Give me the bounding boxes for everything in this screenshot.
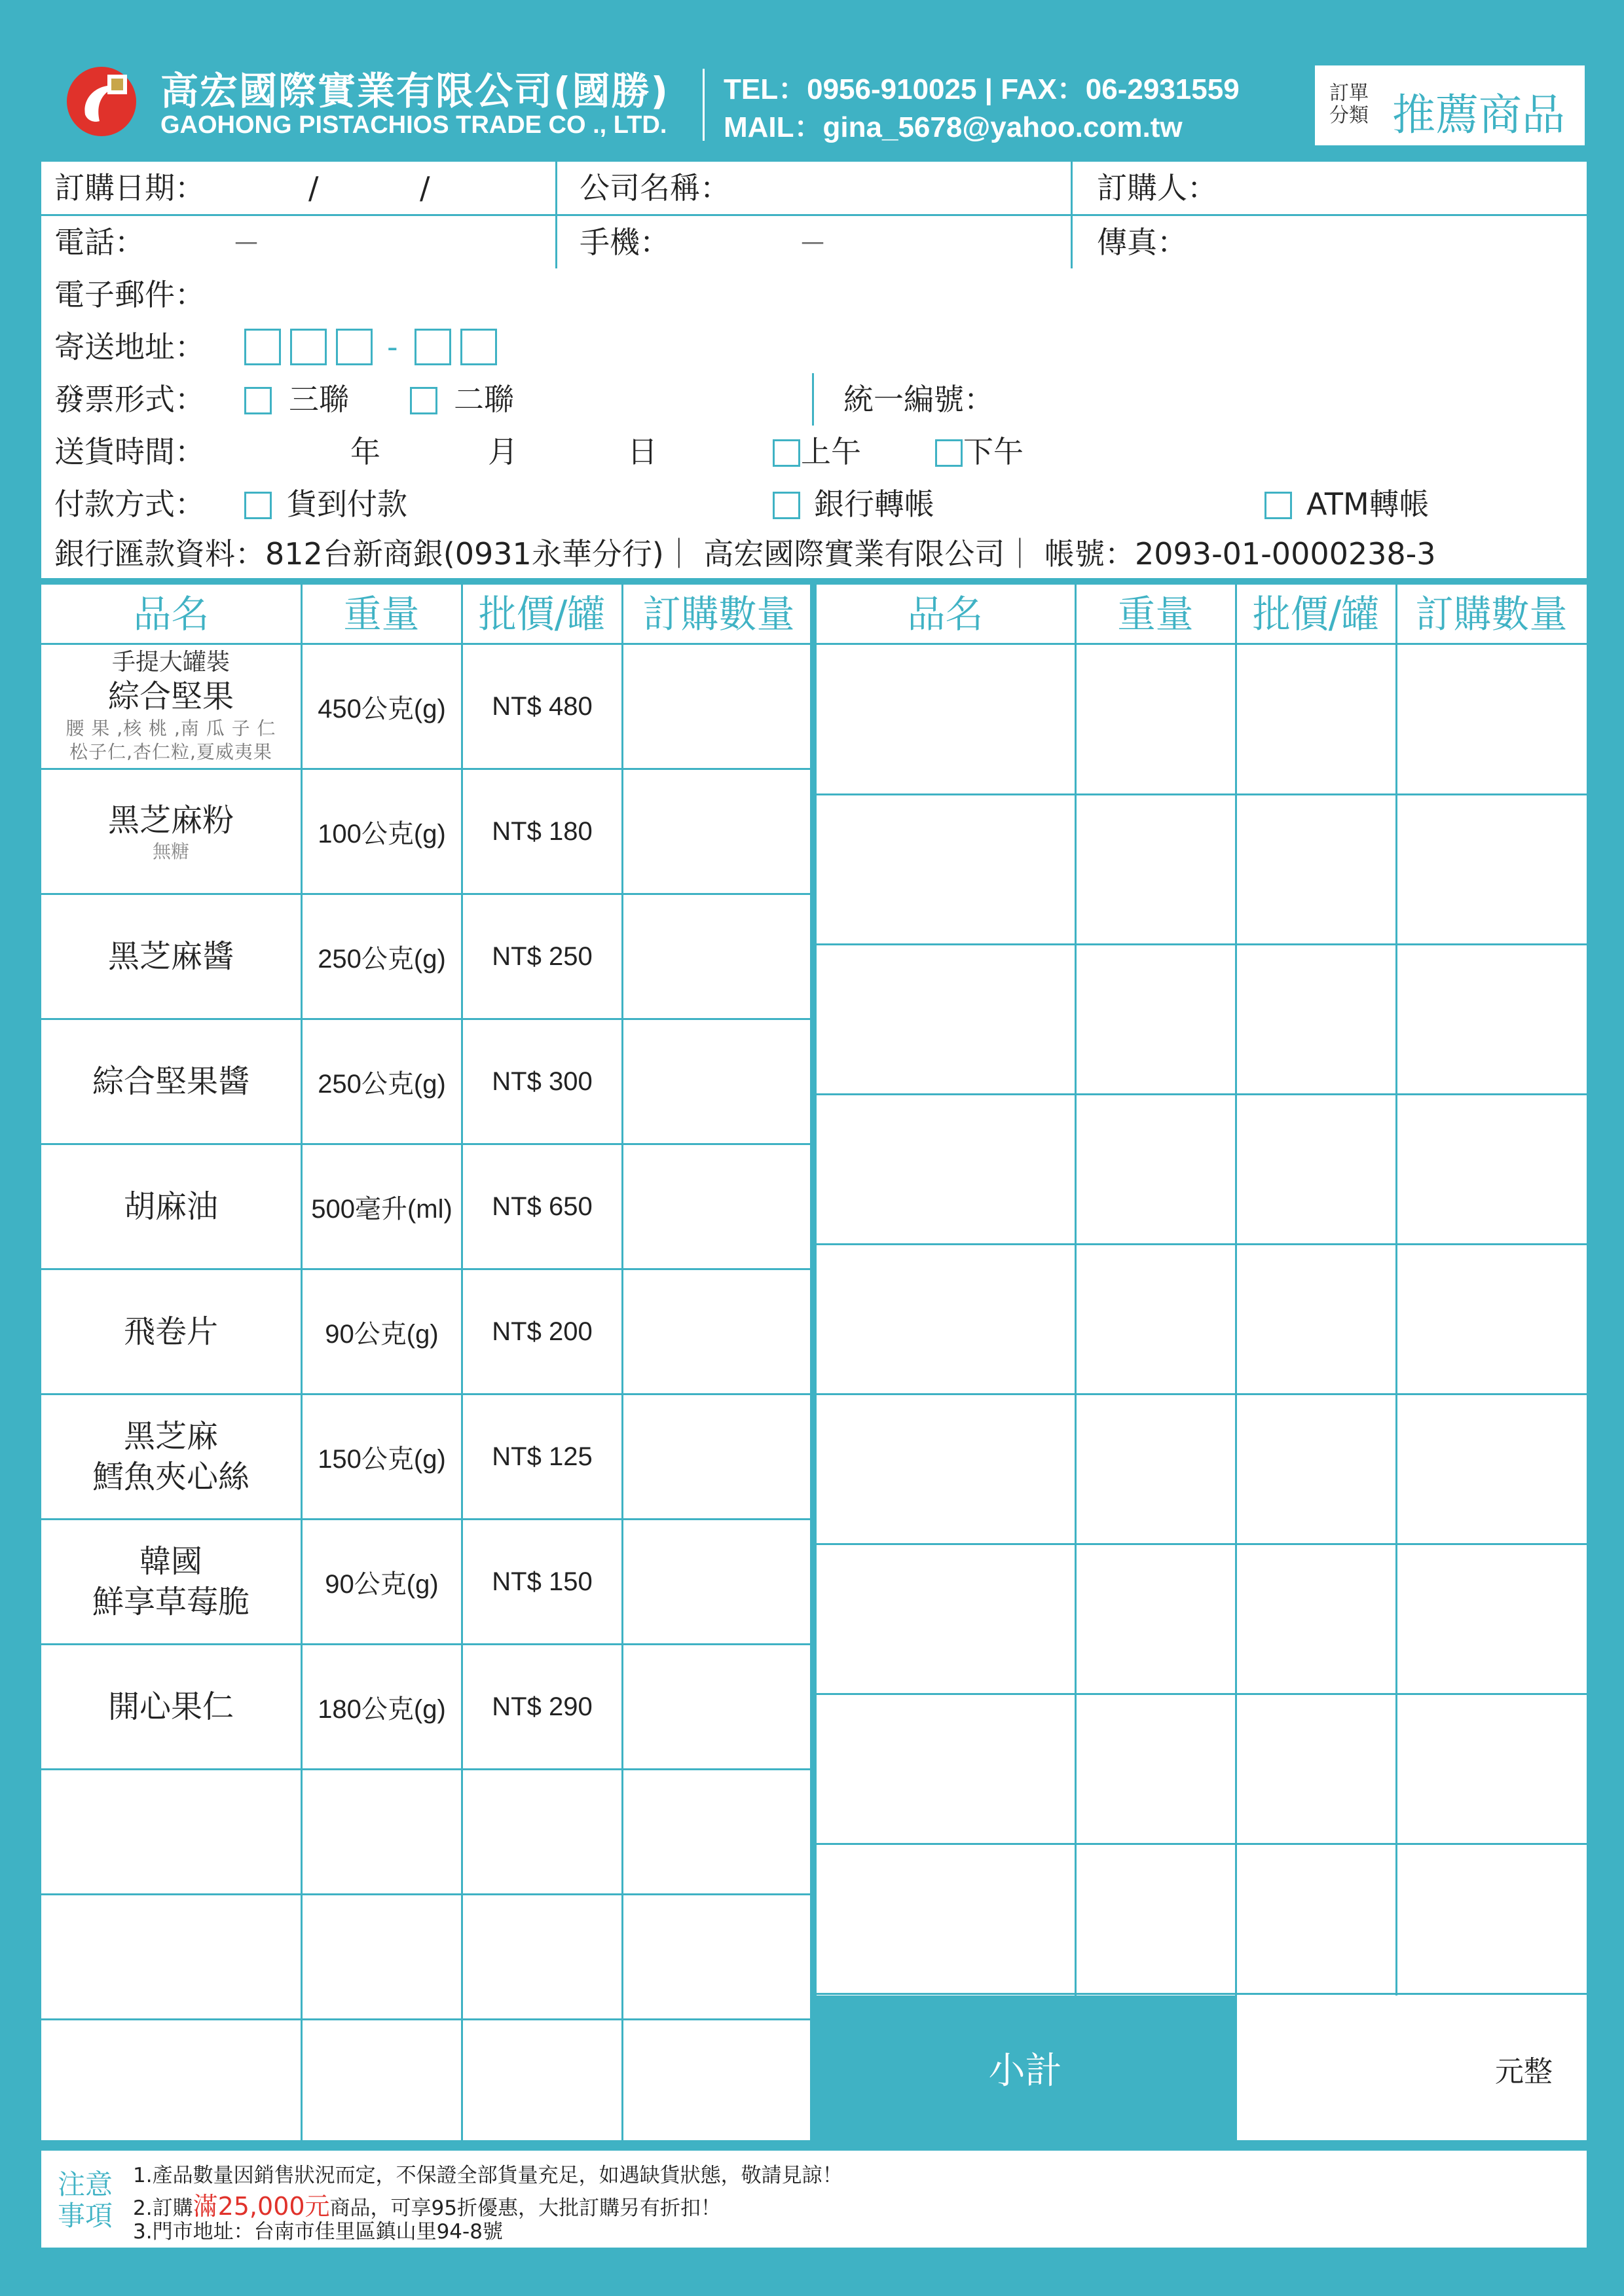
zip-box-4[interactable] [415,329,451,365]
invoice-duplicate-label: 二聯 [454,382,514,417]
product-name: 黑芝麻粉 [107,802,234,839]
invoice-triplicate-checkbox[interactable] [244,387,272,414]
order-date-sep-1: / [308,170,319,206]
company-name-zh: 高宏國際實業有限公司(國勝) [160,69,670,113]
note-line-3: 3.門市地址：台南市佳里區鎮山里94-8號 [133,2220,503,2244]
grid-line [815,793,1587,795]
th-price-left: 批價/罐 [478,592,606,636]
th-name-left: 品名 [133,592,210,636]
qty-input-cell[interactable] [623,895,810,1018]
grid-line [1075,585,1077,1995]
notes-box [41,2151,1587,2248]
order-category-value: 推薦商品 [1392,90,1565,140]
product-name-cell [41,1395,301,1518]
th-name-right: 品名 [907,592,984,636]
divider [555,162,557,214]
header-divider [703,69,705,141]
company-name-en: GAOHONG PISTACHIOS TRADE CO ., LTD. [160,111,667,139]
product-price: NT$ 250 [492,941,593,971]
product-weight: 90公克(g) [325,1569,439,1599]
note-line-2-post: 商品，可享95折優惠，大批訂購另有折扣！ [329,2196,721,2220]
am-label: 上午 [801,434,861,469]
product-weight-cell [303,1145,461,1268]
product-desc: 腰 果 ,核 桃 ,南 瓜 子 仁 [65,718,276,739]
company-logo-icon [65,65,138,137]
zip-box-5[interactable] [460,329,497,365]
divider [1071,162,1073,214]
product-weight-cell [303,1395,461,1518]
product-name-cell [41,770,301,893]
pm-label: 下午 [963,434,1024,469]
product-weight-cell [303,1645,461,1768]
product-name: 鱈魚夾心絲 [92,1459,249,1495]
th-weight-right: 重量 [1117,592,1194,636]
product-name-cell [41,1020,301,1143]
note-line-2-highlight: 滿25,000元 [193,2192,330,2221]
product-note: 手提大罐裝 [111,649,230,676]
phone-dash: — [234,228,258,255]
product-price-cell [463,895,621,1018]
product-weight: 180公克(g) [318,1694,446,1724]
product-name: 綜合堅果 [107,678,234,715]
qty-input-cell[interactable] [623,1020,810,1143]
th-weight-left: 重量 [343,592,420,636]
mobile-label: 手機： [580,225,670,260]
product-name: 飛卷片 [123,1313,218,1350]
product-weight: 250公克(g) [318,1069,446,1099]
product-name: 開心果仁 [107,1688,234,1725]
zip-box-2[interactable] [290,329,327,365]
address-label: 寄送地址： [54,329,205,365]
grid-line [815,943,1587,945]
row-phone [41,216,1587,268]
grid-line [815,1093,1587,1095]
qty-input-cell[interactable] [623,1145,810,1268]
grid-line [815,1693,1587,1695]
product-weight-cell [303,895,461,1018]
order-date-label: 訂購日期： [54,170,205,206]
payment-label: 付款方式： [54,486,205,522]
zip-dash: - [387,329,398,365]
product-price: NT$ 200 [492,1317,593,1346]
divider [1071,216,1073,268]
am-checkbox[interactable] [773,439,800,467]
divider [555,216,557,268]
product-weight: 100公克(g) [318,819,446,848]
product-price: NT$ 290 [492,1692,593,1721]
product-price: NT$ 480 [492,691,593,721]
product-price: NT$ 650 [492,1192,593,1221]
delivery-label: 送貨時間： [54,434,205,469]
row-order-date [41,162,1587,214]
email-label: 電子郵件： [54,277,205,312]
grid-line [815,1993,1587,1995]
row-invoice [41,373,1587,426]
qty-input-cell[interactable] [623,770,810,893]
zip-box-1[interactable] [244,329,281,365]
product-name: 黑芝麻醬 [107,938,234,975]
product-name: 黑芝麻 [123,1418,218,1455]
th-price-right: 批價/罐 [1252,592,1380,636]
product-price: NT$ 180 [492,816,593,846]
product-name-cell [41,1645,301,1768]
product-weight-cell [303,1020,461,1143]
row-delivery [41,426,1587,478]
bank-transfer-checkbox[interactable] [773,492,800,519]
grid-line [815,643,1587,645]
bank-transfer-label: 銀行轉帳 [814,486,934,522]
company-name-label: 公司名稱： [580,170,730,206]
grid-line [815,1243,1587,1245]
delivery-month: 月 [488,434,518,469]
notes-title: 注意事項 [57,2168,113,2232]
divider [812,373,814,426]
order-date-sep-2: / [420,170,430,206]
note-line-2-pre: 2.訂購 [133,2196,193,2220]
subtotal-label: 小計 [815,1995,1235,2140]
invoice-triplicate-label: 三聯 [289,382,349,417]
order-category-label: 訂單分類 [1329,82,1369,127]
invoice-duplicate-checkbox[interactable] [410,387,437,414]
cod-checkbox[interactable] [244,492,272,519]
note-line-1: 1.產品數量因銷售狀況而定，不保證全部貨量充足，如遇缺貨狀態，敬請見諒！ [133,2164,843,2187]
email-contact: MAIL：gina_5678@yahoo.com.tw [724,111,1183,143]
grid-line [41,1893,811,1895]
qty-input-cell[interactable] [623,645,810,768]
row-email [41,268,1587,321]
product-price: NT$ 300 [492,1066,593,1096]
grid-line [1235,585,1237,2140]
mobile-dash: — [801,228,824,255]
th-qty-right: 訂購數量 [1415,592,1568,636]
zip-box-3[interactable] [336,329,373,365]
product-name-cell [41,1145,301,1268]
product-price-cell [463,1145,621,1268]
invoice-label: 發票形式： [54,382,205,417]
product-name-cell [41,645,301,768]
grid-line [41,2018,811,2020]
product-price: NT$ 150 [492,1567,593,1596]
atm-transfer-checkbox[interactable] [1264,492,1292,519]
qty-input-cell[interactable] [623,1645,810,1768]
product-price: NT$ 125 [492,1442,593,1471]
product-price-cell [463,770,621,893]
row-address [41,321,1587,373]
product-price-cell [463,1020,621,1143]
delivery-day: 日 [627,434,657,469]
product-weight-cell [303,645,461,768]
th-qty-left: 訂購數量 [642,592,795,636]
product-name: 鮮享草莓脆 [92,1584,249,1620]
product-name: 韓國 [139,1543,202,1580]
bank-info: 銀行匯款資料：812台新商銀(0931永華分行)｜ 高宏國際實業有限公司｜ 帳號：2093-01-0000238-3 [54,536,1436,572]
grid-line [815,1393,1587,1395]
product-weight: 90公克(g) [325,1319,439,1349]
product-price-cell [463,645,621,768]
product-name-cell [41,895,301,1018]
pm-checkbox[interactable] [935,439,963,467]
row-payment [41,478,1587,530]
product-price-cell [463,1270,621,1393]
product-weight-cell [303,770,461,893]
product-desc: 松子仁,杏仁粒,夏威夷果 [69,741,272,763]
product-price-cell [463,1645,621,1768]
tax-id-label: 統一編號： [843,382,994,417]
row-bank-info [41,530,1587,578]
fax-label: 傳真： [1097,225,1187,260]
header [0,0,1624,154]
product-price-cell [463,1395,621,1518]
product-name: 胡麻油 [123,1188,218,1225]
subtotal-unit: 元整 [1495,2055,1553,2088]
order-category-box [1315,65,1585,145]
center-separator [810,585,817,2140]
phone-label: 電話： [54,225,145,260]
delivery-year: 年 [350,434,380,469]
qty-input-cell[interactable] [623,1395,810,1518]
tel-fax: TEL：0956-910025 | FAX：06-2931559 [724,73,1240,105]
product-name-cell [41,1270,301,1393]
grid-line [815,1843,1587,1845]
grid-line [1395,585,1397,1995]
grid-line [815,1543,1587,1545]
orderer-label: 訂購人： [1097,170,1217,206]
product-weight: 150公克(g) [318,1444,446,1474]
product-weight: 250公克(g) [318,944,446,974]
cod-label: 貨到付款 [287,486,407,522]
product-weight-cell [303,1520,461,1643]
product-weight: 500毫升(ml) [311,1194,452,1224]
qty-input-cell[interactable] [623,1520,810,1643]
product-name-cell [41,1520,301,1643]
atm-transfer-label: ATM轉帳 [1306,486,1430,522]
product-sub: 無糖 [152,841,189,862]
grid-line [41,1768,811,1770]
product-weight: 450公克(g) [318,694,446,723]
product-weight-cell [303,1270,461,1393]
product-price-cell [463,1520,621,1643]
qty-input-cell[interactable] [623,1270,810,1393]
product-name: 綜合堅果醬 [92,1063,249,1100]
